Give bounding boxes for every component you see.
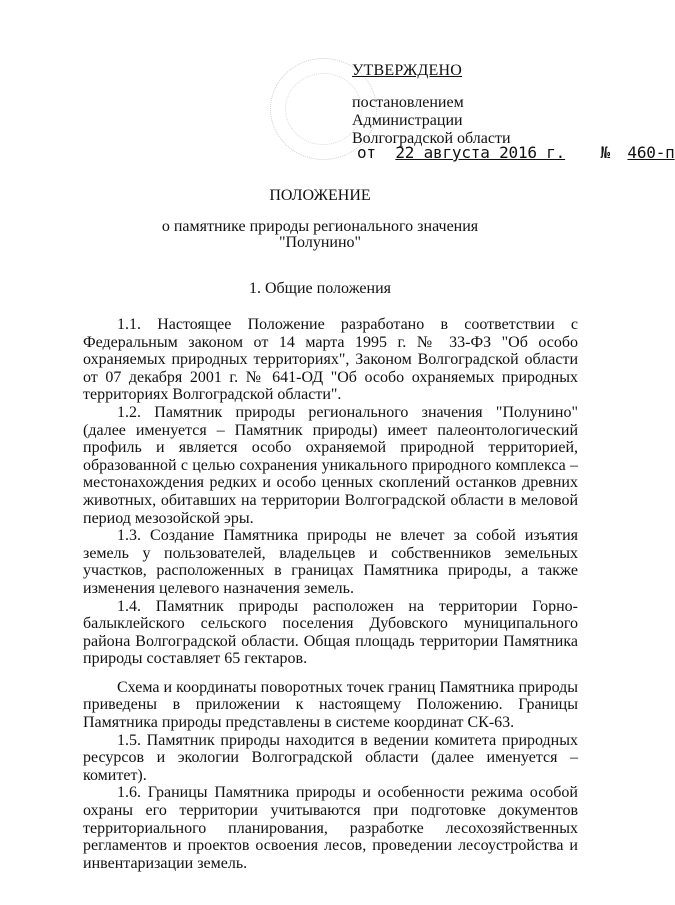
subtitle-line-1: о памятнике природы регионального значения bbox=[161, 218, 479, 235]
approval-line-3: Волгоградской области bbox=[352, 130, 511, 147]
document-title: ПОЛОЖЕНИЕ bbox=[269, 187, 371, 204]
section-body bbox=[83, 316, 578, 872]
approval-line-2: Администрации bbox=[352, 112, 463, 129]
paragraph-1-4-scheme: Схема и координаты поворотных точек границ Памятника природы приведены в приложении к настоящему Положению. Границы Памятника природы представлены в системе координат СК-63. bbox=[83, 678, 578, 732]
approval-heading: УТВЕРЖДЕНО bbox=[352, 62, 463, 79]
section-heading: 1. Общие положения bbox=[248, 280, 392, 297]
paragraph-1-4: 1.4. Памятник природы расположен на территории Горно-балыклейского сельского поселения Дубовского муниципального района Волгоградской области. Общая площадь территории Памятника природы составляет 65 гектаров. bbox=[83, 597, 578, 668]
paragraph-1-5: 1.5. Памятник природы находится в ведении комитета природных ресурсов и экологии Волгоградской области (далее именуется – комитет). bbox=[83, 731, 578, 784]
paragraph-1-6: 1.6. Границы Памятника природы и особенности режима особой охраны его территории учитываются при подготовке документов территориального планирования, разработке лесохозяйственных регламентов и проектов освоения лесов, проведении лесоустройства и инвентаризации земель. bbox=[83, 784, 578, 872]
approval-line-1: постановлением bbox=[352, 94, 464, 111]
subtitle-line-2: "Полунино" bbox=[278, 234, 362, 251]
paragraph-1-3: 1.3. Создание Памятника природы не влечет за собой изъятия земель у пользователей, владельцев и собственников земельных участков, расположенных в границах Памятника природы, а также изменения целевого назначения земель. bbox=[83, 527, 578, 597]
date-prefix: от bbox=[357, 143, 376, 162]
document-subtitle bbox=[0, 219, 640, 251]
approval-block bbox=[352, 62, 511, 148]
approval-date: 22 августа 2016 г. bbox=[395, 143, 566, 162]
approval-number: 460-п bbox=[627, 143, 675, 162]
number-label: № bbox=[600, 143, 610, 162]
paragraph-1-2: 1.2. Памятник природы регионального значения "Полунино" (далее именуется – Памятник природы) имеет палеонтологический профиль и является особо охраняемой природной территорией, образованной с целью сохранения уникального природного комплекса – местонахождения редких и особо ценных скоплений останков древних животных, обитавших на территории Волгоградской области в меловой период мезозойской эры. bbox=[83, 403, 578, 527]
paragraph-1-1: 1.1. Настоящее Положение разработано в соответствии с Федеральным законом от 14 марта 1995 г. № 33-ФЗ "Об особо охраняемых природных территориях", Законом Волгоградской области от 07 декабря 2001 г. № 641-ОД "Об особо охраняемых природных территориях Волгоградской области". bbox=[83, 316, 578, 404]
approval-date-line bbox=[357, 143, 675, 162]
